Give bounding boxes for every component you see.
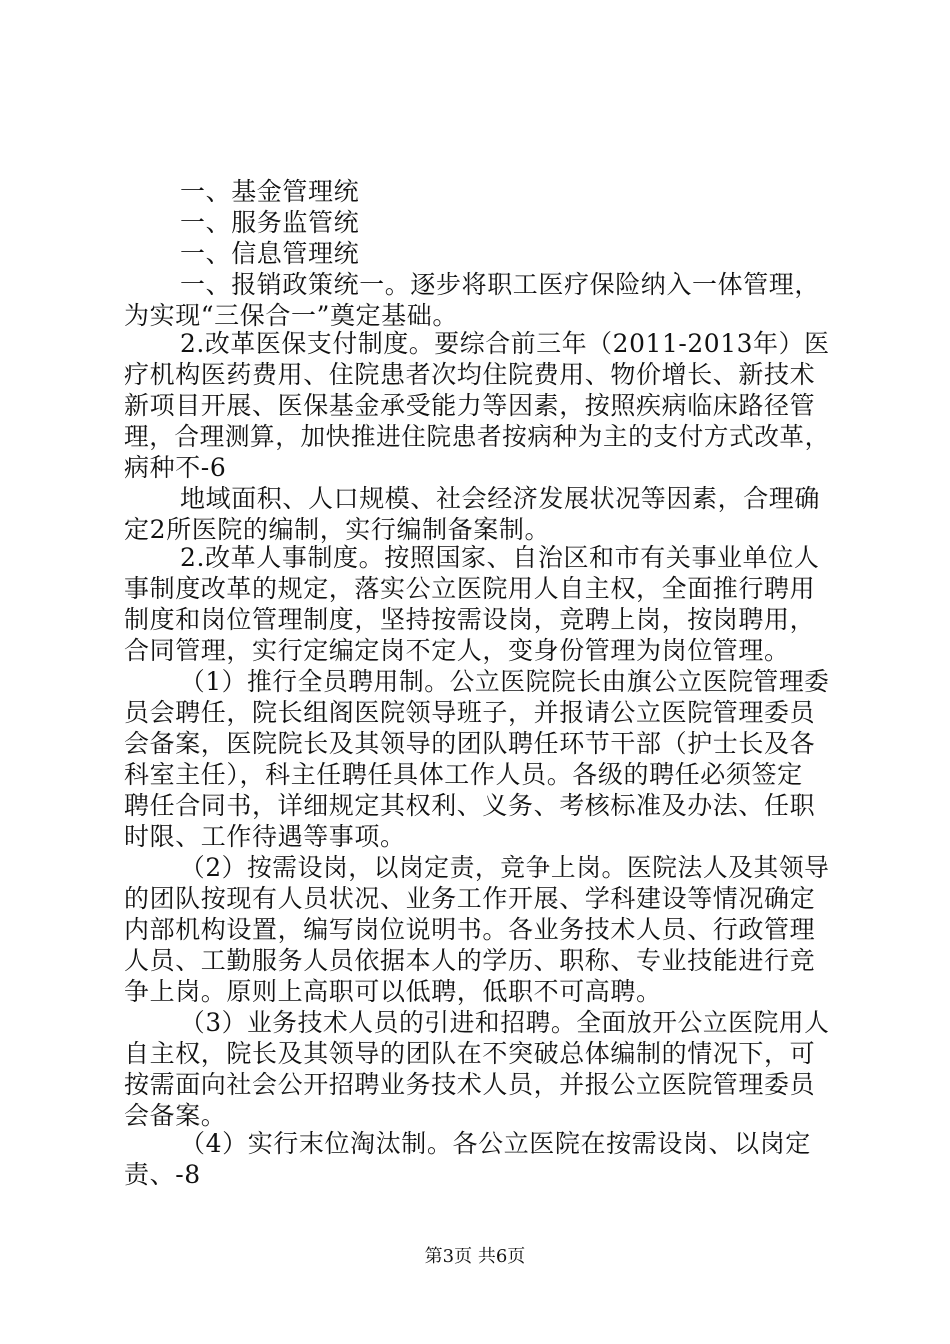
text-line: 定2所医院的编制，实行编制备案制。 xyxy=(124,515,551,544)
text-line: 人员、工勤服务人员依据本人的学历、职称、专业技能进行竞 xyxy=(124,946,816,975)
text-line: 聘任合同书，详细规定其权利、义务、考核标准及办法、任职 xyxy=(124,791,816,820)
text-line: 2.改革人事制度。按照国家、自治区和市有关事业单位人 xyxy=(180,543,820,572)
text-line: 理，合理测算，加快推进住院患者按病种为主的支付方式改革， xyxy=(124,422,830,451)
text-line: 时限、工作待遇等事项。 xyxy=(124,822,406,851)
text-line: 一、基金管理统 xyxy=(180,177,360,206)
text-line: 按需面向社会公开招聘业务技术人员，并报公立医院管理委员 xyxy=(124,1070,816,1099)
text-line: 自主权，院长及其领导的团队在不突破总体编制的情况下，可 xyxy=(124,1039,816,1068)
text-line: 一、服务监管统 xyxy=(180,208,360,237)
text-line: 责、-8 xyxy=(124,1160,201,1189)
page-number-footer: 第3页 共6页 xyxy=(424,1246,526,1267)
text-line: 争上岗。原则上高职可以低聘，低职不可高聘。 xyxy=(124,977,662,1006)
text-line: 新项目开展、医保基金承受能力等因素，按照疾病临床路径管 xyxy=(124,391,816,420)
text-line: 会备案。 xyxy=(124,1101,227,1130)
text-line: 为实现“三保合一”奠定基础。 xyxy=(124,301,458,330)
text-line: （1）推行全员聘用制。公立医院院长由旗公立医院管理委 xyxy=(180,667,830,696)
text-line: 地域面积、人口规模、社会经济发展状况等因素，合理确 xyxy=(180,484,821,513)
text-line: 事制度改革的规定，落实公立医院用人自主权，全面推行聘用 xyxy=(124,574,816,603)
text-line: （4）实行末位淘汰制。各公立医院在按需设岗、以岗定 xyxy=(180,1129,811,1158)
text-line: 2.改革医保支付制度。要综合前三年（2011-2013年）医 xyxy=(180,329,830,358)
text-line: 内部机构设置，编写岗位说明书。各业务技术人员、行政管理 xyxy=(124,915,816,944)
text-line: （3）业务技术人员的引进和招聘。全面放开公立医院用人 xyxy=(180,1008,830,1037)
text-line: 合同管理，实行定编定岗不定人，变身份管理为岗位管理。 xyxy=(124,636,790,665)
text-line: 一、报销政策统一。逐步将职工医疗保险纳入一体管理， xyxy=(180,270,821,299)
text-line: 的团队按现有人员状况、业务工作开展、学科建设等情况确定 xyxy=(124,884,816,913)
text-line: 会备案，医院院长及其领导的团队聘任环节干部（护士长及各 xyxy=(124,729,816,758)
text-line: 一、信息管理统 xyxy=(180,239,360,268)
text-line: 员会聘任，院长组阁医院领导班子，并报请公立医院管理委员 xyxy=(124,698,816,727)
text-line: 制度和岗位管理制度，坚持按需设岗，竞聘上岗，按岗聘用， xyxy=(124,605,816,634)
text-line: 疗机构医药费用、住院患者次均住院费用、物价增长、新技术 xyxy=(124,360,816,389)
text-line: （2）按需设岗，以岗定责，竞争上岗。医院法人及其领导 xyxy=(180,853,830,882)
text-line: 病种不-6 xyxy=(124,453,227,482)
text-line: 科室主任），科主任聘任具体工作人员。各级的聘任必须签定 xyxy=(124,760,803,789)
